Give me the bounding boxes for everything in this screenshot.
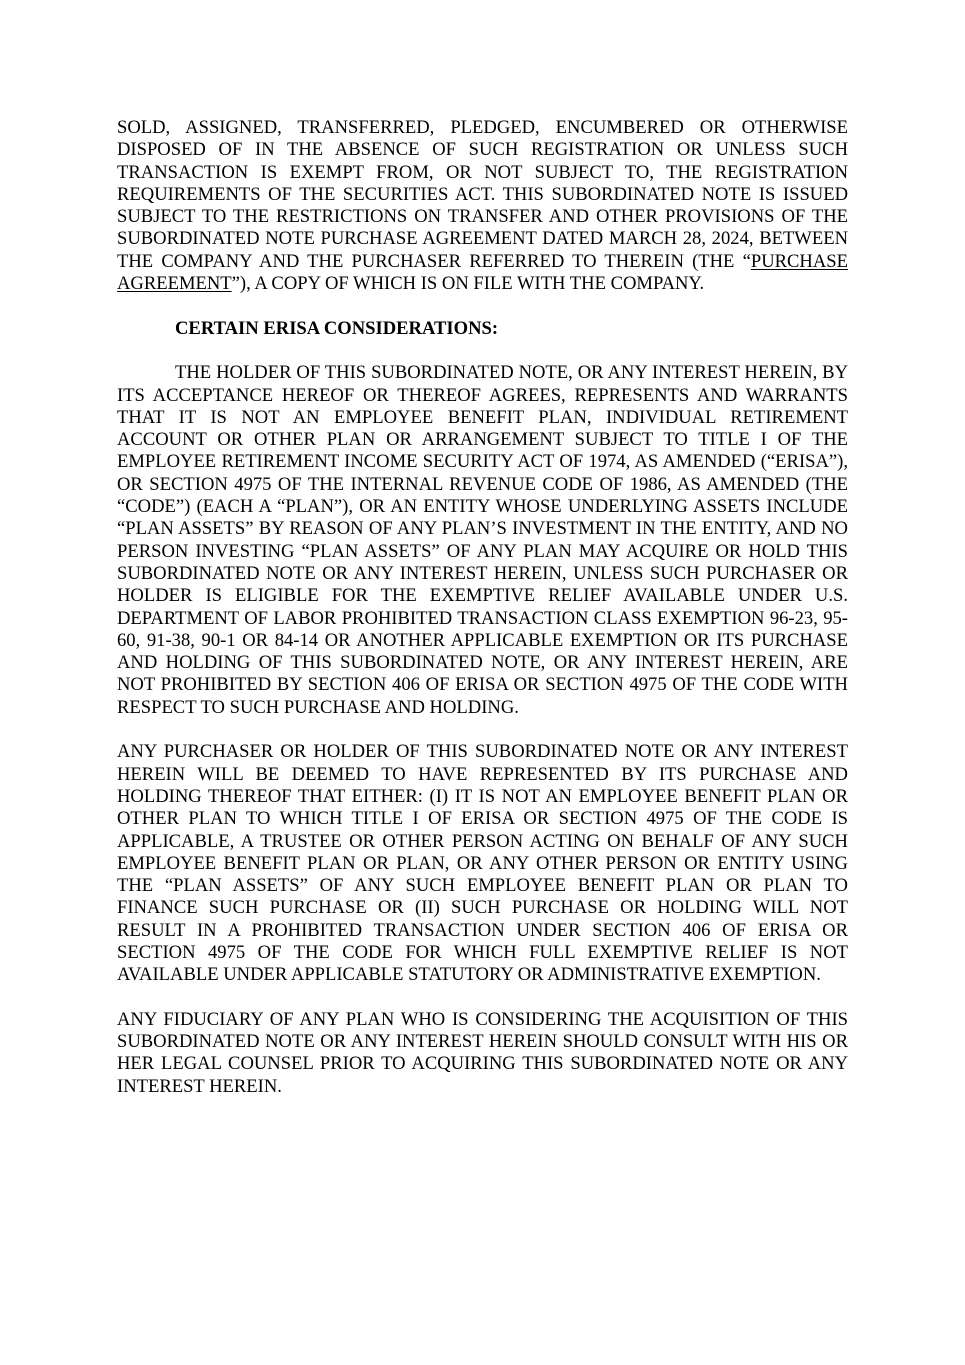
document-page (117, 117, 848, 1098)
erisa-holder-representation-paragraph: THE HOLDER OF THIS SUBORDINATED NOTE, OR ANY INTEREST HEREIN, BY ITS ACCEPTANCE HEREOF OR THEREOF AGREES, REPRESENTS AND WARRANTS THAT IT IS NOT AN EMPLOYEE BENEFIT PLAN, INDIVIDUAL RETIREMENT ACCOUNT OR OTHER PLAN OR ARRANGEMENT SUBJECT TO TITLE I OF THE EMPLOYEE RETIREMENT INCOME SECURITY ACT OF 1974, AS AMENDED (“ERISA”), OR SECTION 4975 OF THE INTERNAL REVENUE CODE OF 1986, AS AMENDED (THE “CODE”) (EACH A “PLAN”), OR AN ENTITY WHOSE UNDERLYING ASSETS INCLUDE “PLAN ASSETS” BY REASON OF ANY PLAN’S INVESTMENT IN THE ENTITY, AND NO PERSON INVESTING “PLAN ASSETS” OF ANY PLAN MAY ACQUIRE OR HOLD THIS SUBORDINATED NOTE OR ANY INTEREST HEREIN, UNLESS SUCH PURCHASER OR HOLDER IS ELIGIBLE FOR THE EXEMPTIVE RELIEF AVAILABLE UNDER U.S. DEPARTMENT OF LABOR PROHIBITED TRANSACTION CLASS EXEMPTION 96-23, 95-60, 91-38, 90-1 OR 84-14 OR ANOTHER APPLICABLE EXEMPTION OR ITS PURCHASE AND HOLDING OF THIS SUBORDINATED NOTE, OR ANY INTEREST HEREIN, ARE NOT PROHIBITED BY SECTION 406 OF ERISA OR SECTION 4975 OF THE CODE WITH RESPECT TO SUCH PURCHASE AND HOLDING. (117, 362, 848, 718)
erisa-heading: CERTAIN ERISA CONSIDERATIONS: (175, 317, 499, 339)
transfer-restriction-text: SOLD, ASSIGNED, TRANSFERRED, PLEDGED, ENCUMBERED OR OTHERWISE DISPOSED OF IN THE ABSENCE OF SUCH REGISTRATION OR UNLESS SUCH TRANSACTION IS EXEMPT FROM, OR NOT SUBJECT TO, THE REGISTRATION REQUIREMENTS OF THE SECURITIES ACT. THIS SUBORDINATED NOTE IS ISSUED SUBJECT TO THE RESTRICTIONS ON TRANSFER AND OTHER PROVISIONS OF THE SUBORDINATED NOTE PURCHASE AGREEMENT DATED MARCH 28, 2024, BETWEEN THE COMPANY AND THE PURCHASER REFERRED TO THEREIN (THE “ (117, 117, 848, 272)
fiduciary-consultation-paragraph: ANY FIDUCIARY OF ANY PLAN WHO IS CONSIDERING THE ACQUISITION OF THIS SUBORDINATED NOTE OR ANY INTEREST HEREIN SHOULD CONSULT WITH HIS OR HER LEGAL COUNSEL PRIOR TO ACQUIRING THIS SUBORDINATED NOTE OR ANY INTEREST HEREIN. (117, 1008, 848, 1097)
purchase-agreement-defined-term: PURCHASE AGREEMENT (117, 250, 848, 295)
transfer-restriction-paragraph (117, 117, 848, 295)
deemed-representation-paragraph: ANY PURCHASER OR HOLDER OF THIS SUBORDINATED NOTE OR ANY INTEREST HEREIN WILL BE DEEMED TO HAVE REPRESENTED BY ITS PURCHASE AND HOLDING THEREOF THAT EITHER: (I) IT IS NOT AN EMPLOYEE BENEFIT PLAN OR OTHER PLAN TO WHICH TITLE I OF ERISA OR SECTION 4975 OF THE CODE IS APPLICABLE, A TRUSTEE OR OTHER PERSON ACTING ON BEHALF OF ANY SUCH EMPLOYEE BENEFIT PLAN OR PLAN, OR ANY OTHER PERSON OR ENTITY USING THE “PLAN ASSETS” OF ANY SUCH EMPLOYEE BENEFIT PLAN OR PLAN TO FINANCE SUCH PURCHASE OR (II) SUCH PURCHASE OR HOLDING WILL NOT RESULT IN A PROHIBITED TRANSACTION UNDER SECTION 406 OF ERISA OR SECTION 4975 OF THE CODE FOR WHICH FULL EXEMPTIVE RELIEF IS NOT AVAILABLE UNDER APPLICABLE STATUTORY OR ADMINISTRATIVE EXEMPTION. (117, 741, 848, 986)
transfer-restriction-text-end: ”), A COPY OF WHICH IS ON FILE WITH THE COMPANY. (231, 273, 705, 295)
